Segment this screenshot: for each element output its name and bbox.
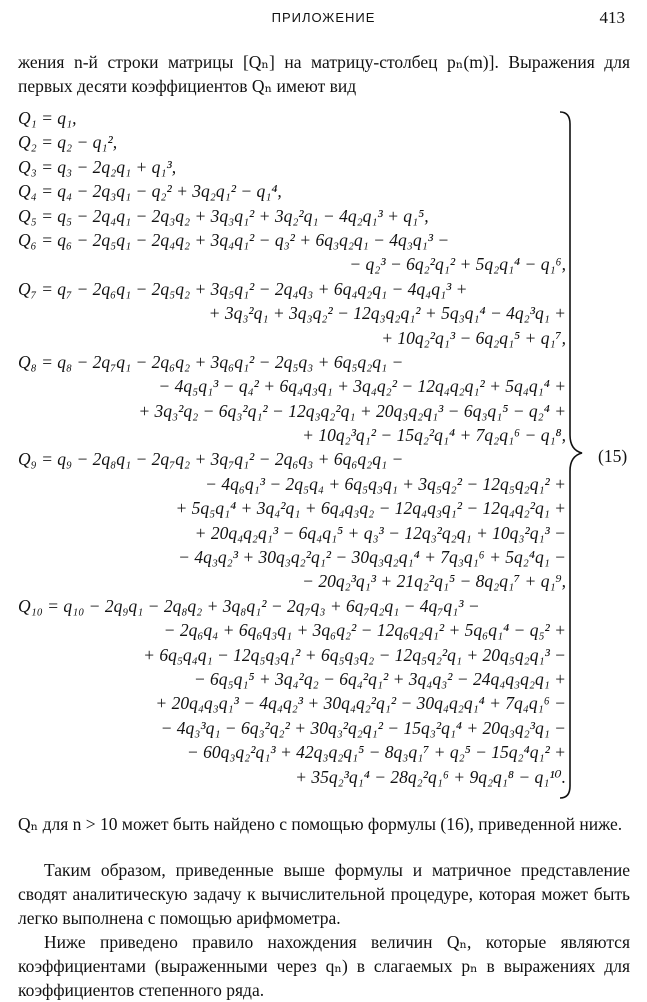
equation-line: + 3q₃²q₂ − 6q₃²q₁² − 12q₃q₂²q₁ + 20q₃q₂q₁³ − 6q₃q₁⁵ − q₂⁴ + (138, 400, 566, 421)
running-title: ПРИЛОЖЕНИЕ (271, 10, 376, 25)
equation-line: Q₃ = q₃ − 2q₂q₁ + q₁³, (18, 156, 177, 177)
equation-line: + 3q₃²q₁ + 3q₃q₂² − 12q₃q₂q₁² + 5q₃q₁⁴ − 4q₂³q₁ + (208, 303, 566, 324)
equation-line: Q₆ = q₆ − 2q₅q₁ − 2q₄q₂ + 3q₄q₁² − q₃² + 6q₃q₂q₁ − 4q₃q₁³ − (18, 229, 450, 250)
equation-line: − 4q₅q₁³ − q₄² + 6q₄q₃q₁ + 3q₄q₂² − 12q₄q₂q₁² + 5q₄q₁⁴ + (158, 376, 566, 397)
intro-paragraph: жения n-й строки матрицы [Qₙ] на матрицу-столбец pₙ(m)]. Выражения для первых десяти коэффициентов Qₙ имеют вид (18, 52, 630, 96)
equation-line: − 4q₃q₂³ + 30q₃q₂²q₁² − 30q₃q₂q₁⁴ + 7q₃q₁⁶ + 5q₂⁴q₁ − (178, 547, 566, 568)
equation-line: + 6q₅q₄q₁ − 12q₅q₃q₁² + 6q₅q₃q₂ − 12q₅q₂²q₁ + 20q₅q₂q₁³ − (143, 644, 566, 665)
equation-line: − 4q₆q₁³ − 2q₅q₄ + 6q₅q₃q₁ + 3q₅q₂² − 12q₅q₂q₁² + (205, 473, 566, 494)
equation-system (18, 106, 566, 789)
page-header (0, 8, 647, 28)
equation-line: + 5q₅q₁⁴ + 3q₄²q₁ + 6q₄q₃q₂ − 12q₄q₃q₁² − 12q₄q₂²q₁ + (175, 498, 566, 519)
equation-line: Q₂ = q₂ − q₁², (18, 132, 118, 153)
equation-line: Q₁₀ = q₁₀ − 2q₉q₁ − 2q₈q₂ + 3q₈q₁² − 2q₇q₃ + 6q₇q₂q₁ − 4q₇q₁³ − (18, 595, 480, 616)
equation-line: + 10q₂³q₁² − 15q₂²q₁⁴ + 7q₂q₁⁶ − q₁⁸, (302, 425, 566, 446)
equation-line: − 20q₂³q₁³ + 21q₂²q₁⁵ − 8q₂q₁⁷ + q₁⁹, (302, 571, 566, 592)
equation-line: − 4q₃³q₁ − 6q₃²q₂² + 30q₃²q₂q₁² − 15q₃²q₁⁴ + 20q₃q₂³q₁ − (160, 717, 566, 738)
paragraph: Таким образом, приведенные выше формулы и матричное представление сводят аналитическую задачу к вычислительной процедуре, которая может быть легко выполнена с помощью арифмометра. (18, 860, 630, 928)
paragraph: Ниже приведено правило нахождения величин Qₙ, которые являются коэффициентами (выраженными через qₙ) в слагаемых pₙ в выражениях для коэффициентов степенного ряда. (18, 932, 630, 1000)
equation-line: − 2q₆q₄ + 6q₆q₃q₁ + 3q₆q₂² − 12q₆q₂q₁² + 5q₆q₁⁴ − q₅² + (163, 620, 566, 641)
equation-number: (15) (598, 446, 628, 466)
equation-line: Q₉ = q₉ − 2q₈q₁ − 2q₇q₂ + 3q₇q₁² − 2q₆q₃ + 6q₆q₂q₁ − (18, 449, 404, 470)
equation-line: + 10q₂²q₁³ − 6q₂q₁⁵ + q₁⁷, (381, 327, 566, 348)
equation-line: Q₇ = q₇ − 2q₆q₁ − 2q₅q₂ + 3q₅q₁² − 2q₄q₃ + 6q₄q₂q₁ − 4q₄q₁³ + (18, 278, 468, 299)
equation-line: Q₈ = q₈ − 2q₇q₁ − 2q₆q₂ + 3q₆q₁² − 2q₅q₃ + 6q₅q₂q₁ − (18, 351, 404, 372)
equation-line: + 20q₄q₂q₁³ − 6q₄q₁⁵ + q₃³ − 12q₃²q₂q₁ + 10q₃²q₁³ − (194, 522, 566, 543)
page-number: 413 (599, 8, 625, 27)
right-brace (558, 110, 588, 800)
equation-line: − 6q₅q₁⁵ + 3q₄²q₂ − 6q₄²q₁² + 3q₄q₃² − 24q₄q₃q₂q₁ + (193, 668, 566, 689)
paragraph: Qₙ для n > 10 может быть найдено с помощью формулы (16), приведенной ниже. (18, 814, 623, 834)
equation-line: + 35q₂³q₁⁴ − 28q₂²q₁⁶ + 9q₂q₁⁸ − q₁¹⁰. (295, 766, 566, 787)
equation-line: Q₁ = q₁, (18, 108, 77, 128)
equation-line: + 20q₄q₃q₁³ − 4q₄q₂³ + 30q₄q₂²q₁² − 30q₄q₂q₁⁴ + 7q₄q₁⁶ − (155, 693, 566, 714)
equation-line: Q₅ = q₅ − 2q₄q₁ − 2q₃q₂ + 3q₃q₁² + 3q₂²q₁ − 4q₂q₁³ + q₁⁵, (18, 205, 429, 226)
equation-line: − 60q₃q₂²q₁³ + 42q₃q₂q₁⁵ − 8q₃q₁⁷ + q₂⁵ − 15q₂⁴q₁² + (186, 742, 566, 763)
equation-line: − q₂³ − 6q₂²q₁² + 5q₂q₁⁴ − q₁⁶, (349, 254, 566, 275)
equation-line: Q₄ = q₄ − 2q₃q₁ − q₂² + 3q₂q₁² − q₁⁴, (18, 181, 282, 202)
